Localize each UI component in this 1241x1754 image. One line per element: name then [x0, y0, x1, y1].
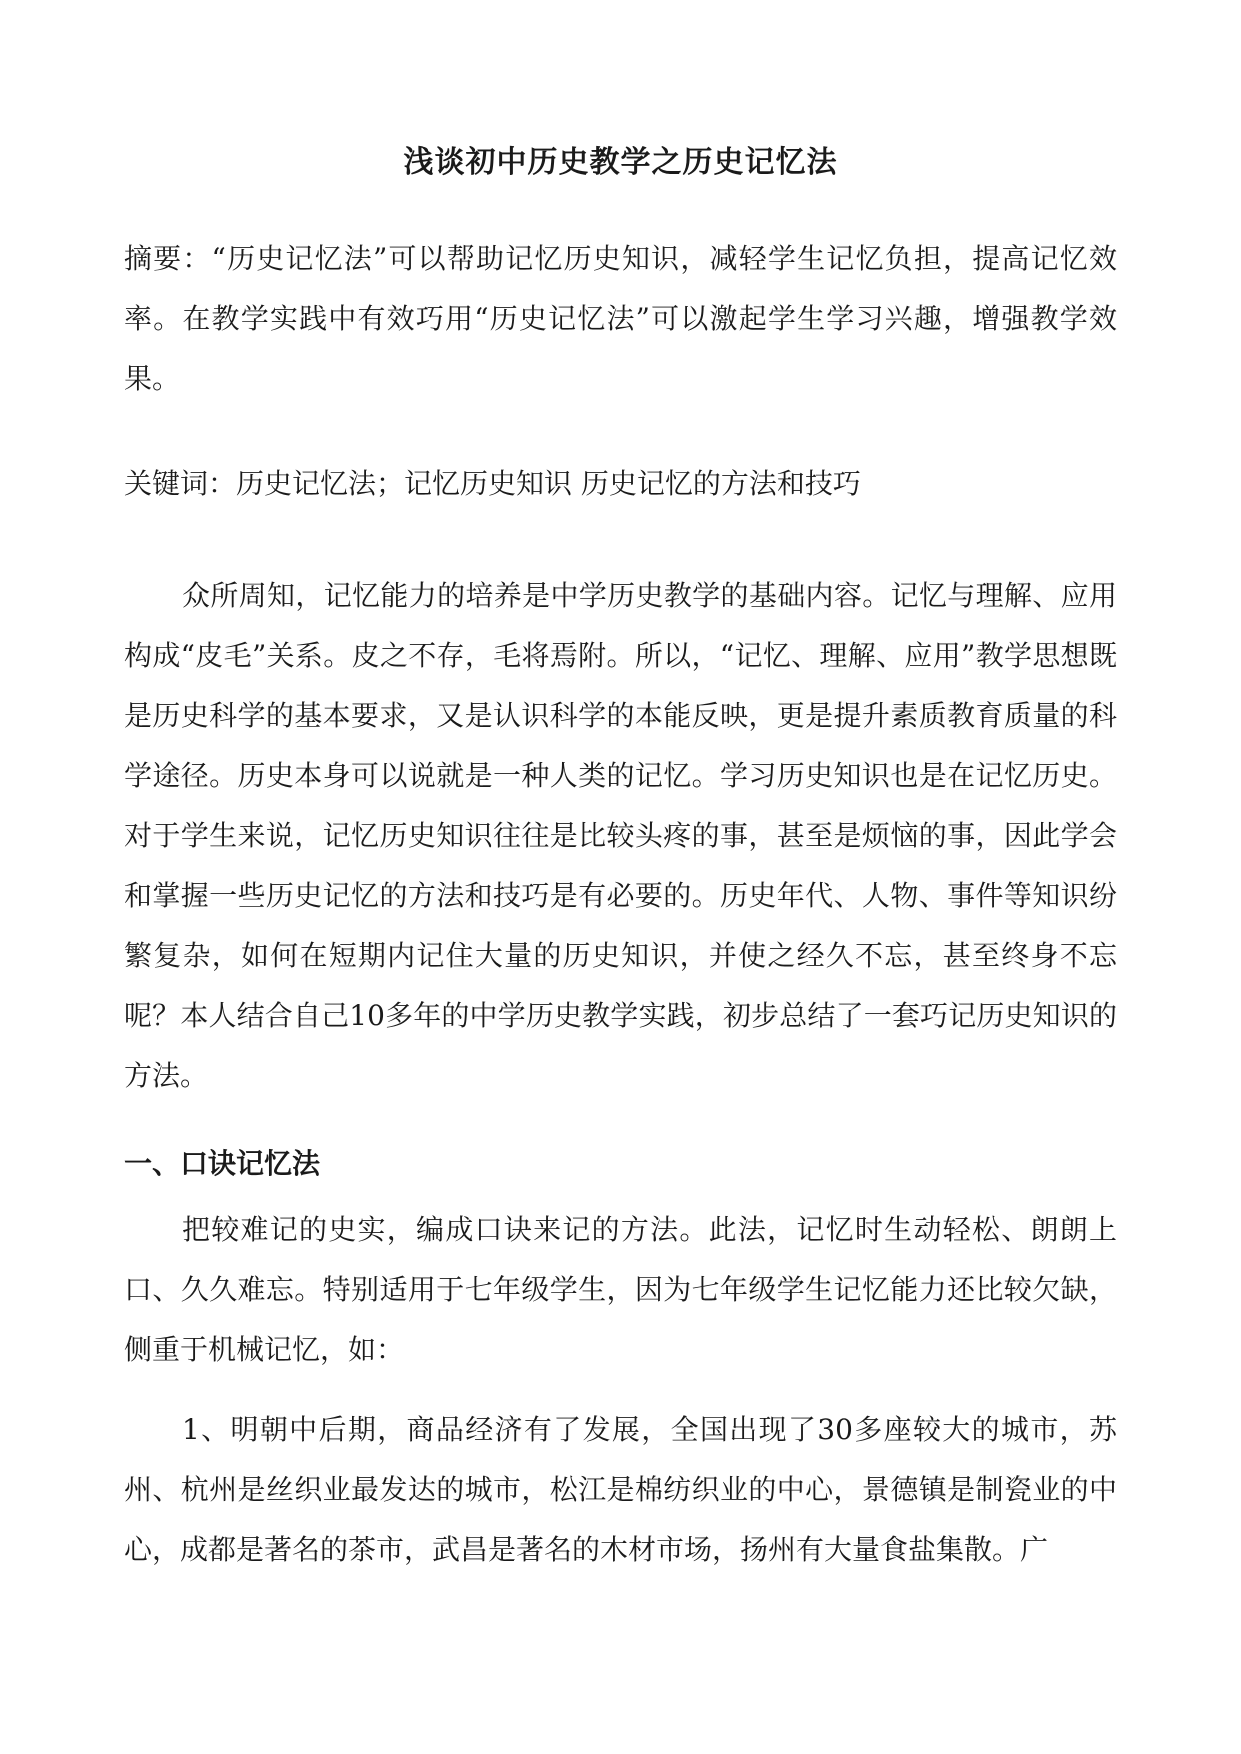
- section-paragraph: 把较难记的史实，编成口诀来记的方法。此法，记忆时生动轻松、朗朗上口、久久难忘。特别适用于七年级学生，因为七年级学生记忆能力还比较欠缺，侧重于机械记忆，如：: [124, 1213, 1117, 1366]
- abstract-paragraph: 摘要：“历史记忆法”可以帮助记忆历史知识，减轻学生记忆负担，提高记忆效率。在教学实践中有效巧用“历史记忆法”可以激起学生学习兴趣，增强教学效果。: [124, 242, 1117, 395]
- example-paragraph: 1、明朝中后期，商品经济有了发展，全国出现了30多座较大的城市，苏州、杭州是丝织业最发达的城市，松江是棉纺织业的中心，景德镇是制瓷业的中心，成都是著名的茶市，武昌是著名的木材市场，扬州有大量食盐集散。广: [124, 1413, 1117, 1566]
- keywords-line: 关键词：历史记忆法；记忆历史知识 历史记忆的方法和技巧: [124, 467, 861, 500]
- document-title: 浅谈初中历史教学之历史记忆法: [403, 145, 838, 180]
- intro-paragraph: 众所周知，记忆能力的培养是中学历史教学的基础内容。记忆与理解、应用构成“皮毛”关系。皮之不存，毛将焉附。所以，“记忆、理解、应用”教学思想既是历史科学的基本要求，又是认识科学的本能反映，更是提升素质教育质量的科学途径。历史本身可以说就是一种人类的记忆。学习历史知识也是在记忆历史。对于学生来说，记忆历史知识往往是比较头疼的事，甚至是烦恼的事，因此学会和掌握一些历史记忆的方法和技巧是有必要的。历史年代、人物、事件等知识纷繁复杂，如何在短期内记住大量的历史知识，并使之经久不忘，甚至终身不忘呢？本人结合自己10多年的中学历史教学实践，初步总结了一套巧记历史知识的方法。: [124, 579, 1117, 1092]
- section-heading: 一、口诀记忆法: [124, 1147, 321, 1180]
